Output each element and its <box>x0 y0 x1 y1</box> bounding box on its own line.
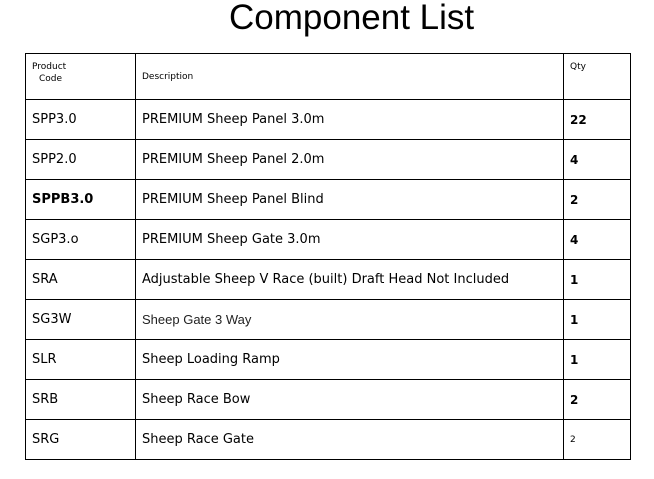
cell-product-code: SLR <box>26 340 136 380</box>
table-row <box>26 340 631 380</box>
cell-qty: 1 <box>564 340 631 380</box>
cell-description: Sheep Race Bow <box>136 380 564 420</box>
cell-qty: 4 <box>564 140 631 180</box>
cell-product-code: SPPB3.0 <box>26 180 136 220</box>
cell-qty: 22 <box>564 100 631 140</box>
cell-product-code: SPP3.0 <box>26 100 136 140</box>
table-row <box>26 260 631 300</box>
cell-description: PREMIUM Sheep Gate 3.0m <box>136 220 564 260</box>
cell-qty: 2 <box>564 420 631 460</box>
cell-qty: 2 <box>564 380 631 420</box>
header-product-code <box>26 54 136 100</box>
cell-product-code: SRB <box>26 380 136 420</box>
table-row <box>26 420 631 460</box>
cell-description: Sheep Gate 3 Way <box>136 300 564 340</box>
cell-product-code: SGP3.o <box>26 220 136 260</box>
cell-description: Sheep Race Gate <box>136 420 564 460</box>
cell-description: Sheep Loading Ramp <box>136 340 564 380</box>
cell-description: PREMIUM Sheep Panel 2.0m <box>136 140 564 180</box>
cell-qty: 4 <box>564 220 631 260</box>
cell-description: PREMIUM Sheep Panel 3.0m <box>136 100 564 140</box>
table-row <box>26 140 631 180</box>
table-row <box>26 380 631 420</box>
cell-product-code: SG3W <box>26 300 136 340</box>
table-row <box>26 100 631 140</box>
cell-product-code: SRG <box>26 420 136 460</box>
header-product-code-line1: Product <box>32 62 67 72</box>
component-table <box>25 53 631 460</box>
table-row <box>26 300 631 340</box>
table-row <box>26 180 631 220</box>
table-row <box>26 220 631 260</box>
header-qty: Qty <box>564 54 631 100</box>
header-description: Description <box>136 54 564 100</box>
cell-product-code: SPP2.0 <box>26 140 136 180</box>
page-title: Component List <box>229 0 475 37</box>
page-title-container <box>0 0 654 40</box>
cell-qty: 2 <box>564 180 631 220</box>
cell-qty: 1 <box>564 260 631 300</box>
table-header-row <box>26 54 631 100</box>
cell-description: PREMIUM Sheep Panel Blind <box>136 180 564 220</box>
cell-product-code: SRA <box>26 260 136 300</box>
cell-description: Adjustable Sheep V Race (built) Draft Head Not Included <box>136 260 564 300</box>
header-product-code-line2: Code <box>39 74 63 84</box>
cell-qty: 1 <box>564 300 631 340</box>
